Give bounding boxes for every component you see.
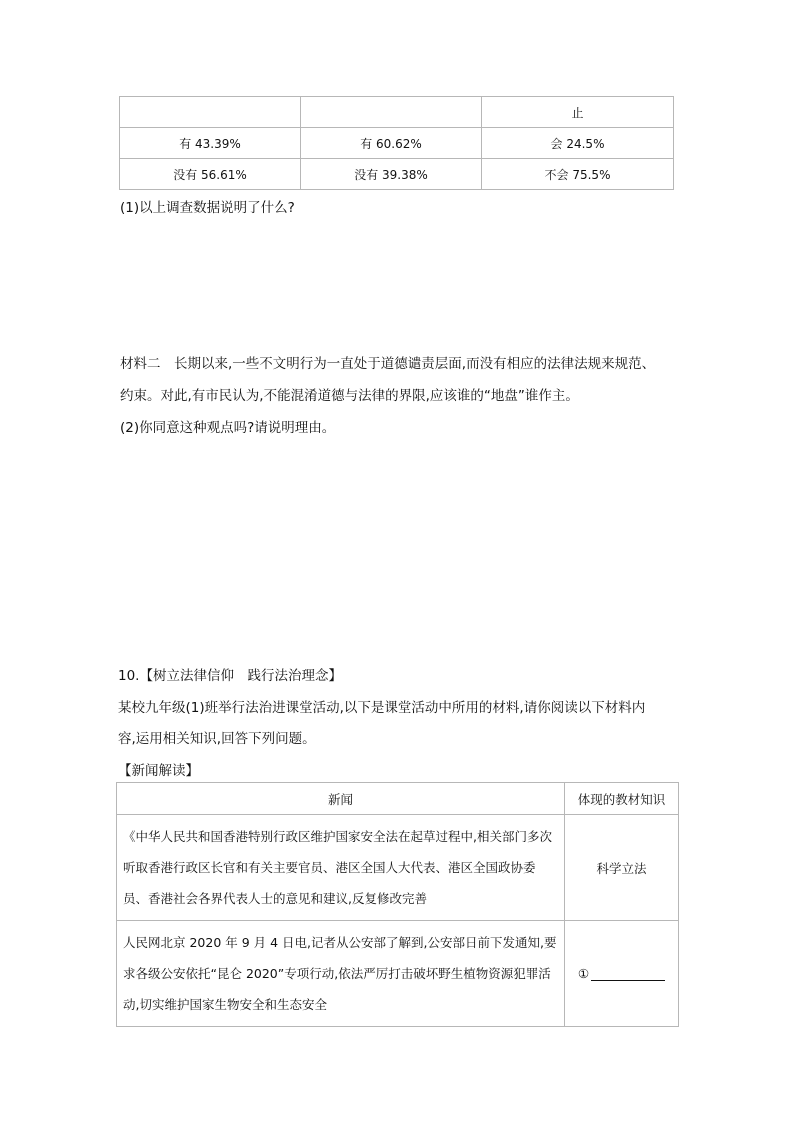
question-1: (1)以上调查数据说明了什么?	[120, 200, 295, 216]
column-header-news: 新闻	[117, 783, 565, 815]
table-header-row	[117, 783, 679, 815]
news-cell: 人民网北京 2020 年 9 月 4 日电,记者从公安部了解到,公安部日前下发通知,要求各级公安依托“昆仑 2020”专项行动,依法严厉打击破坏野生植物资源犯罪活动,切实维护国家生物安全和生态安全	[117, 921, 565, 1027]
table-cell: 有 60.62%	[301, 128, 482, 159]
table-row	[117, 921, 679, 1027]
question-10-intro-line-2: 容,运用相关知识,回答下列问题。	[118, 731, 316, 747]
news-table	[116, 782, 679, 1027]
material-2-line-2: 约束。对此,有市民认为,不能混淆道德与法律的界限,应该谁的“地盘”谁作主。	[120, 388, 579, 404]
question-10-title: 10.【树立法律信仰 践行法治理念】	[118, 668, 342, 684]
table-row	[117, 815, 679, 921]
table-cell: 没有 56.61%	[120, 159, 301, 190]
answer-blank-line[interactable]	[591, 968, 665, 981]
table-row	[120, 159, 674, 190]
table-row	[120, 128, 674, 159]
section-heading-news: 【新闻解读】	[118, 763, 199, 779]
table-cell: 止	[482, 97, 674, 128]
table-cell: 会 24.5%	[482, 128, 674, 159]
answer-blank-cell	[565, 921, 679, 1027]
column-header-knowledge: 体现的教材知识	[565, 783, 679, 815]
survey-table	[119, 96, 674, 190]
question-2: (2)你同意这种观点吗?请说明理由。	[120, 420, 336, 436]
news-cell: 《中华人民共和国香港特别行政区维护国家安全法在起草过程中,相关部门多次听取香港行政区长官和有关主要官员、港区全国人大代表、港区全国政协委员、香港社会各界代表人士的意见和建议,反复修改完善	[117, 815, 565, 921]
table-cell	[301, 97, 482, 128]
table-row	[120, 97, 674, 128]
knowledge-cell: 科学立法	[565, 815, 679, 921]
question-10-intro-line-1: 某校九年级(1)班举行法治进课堂活动,以下是课堂活动中所用的材料,请你阅读以下材料内	[118, 700, 646, 716]
table-cell: 没有 39.38%	[301, 159, 482, 190]
table-cell: 有 43.39%	[120, 128, 301, 159]
table-cell	[120, 97, 301, 128]
table-cell: 不会 75.5%	[482, 159, 674, 190]
answer-number: ①	[577, 966, 590, 981]
material-2-line-1: 材料二 长期以来,一些不文明行为一直处于道德谴责层面,而没有相应的法律法规来规范、	[120, 356, 656, 372]
